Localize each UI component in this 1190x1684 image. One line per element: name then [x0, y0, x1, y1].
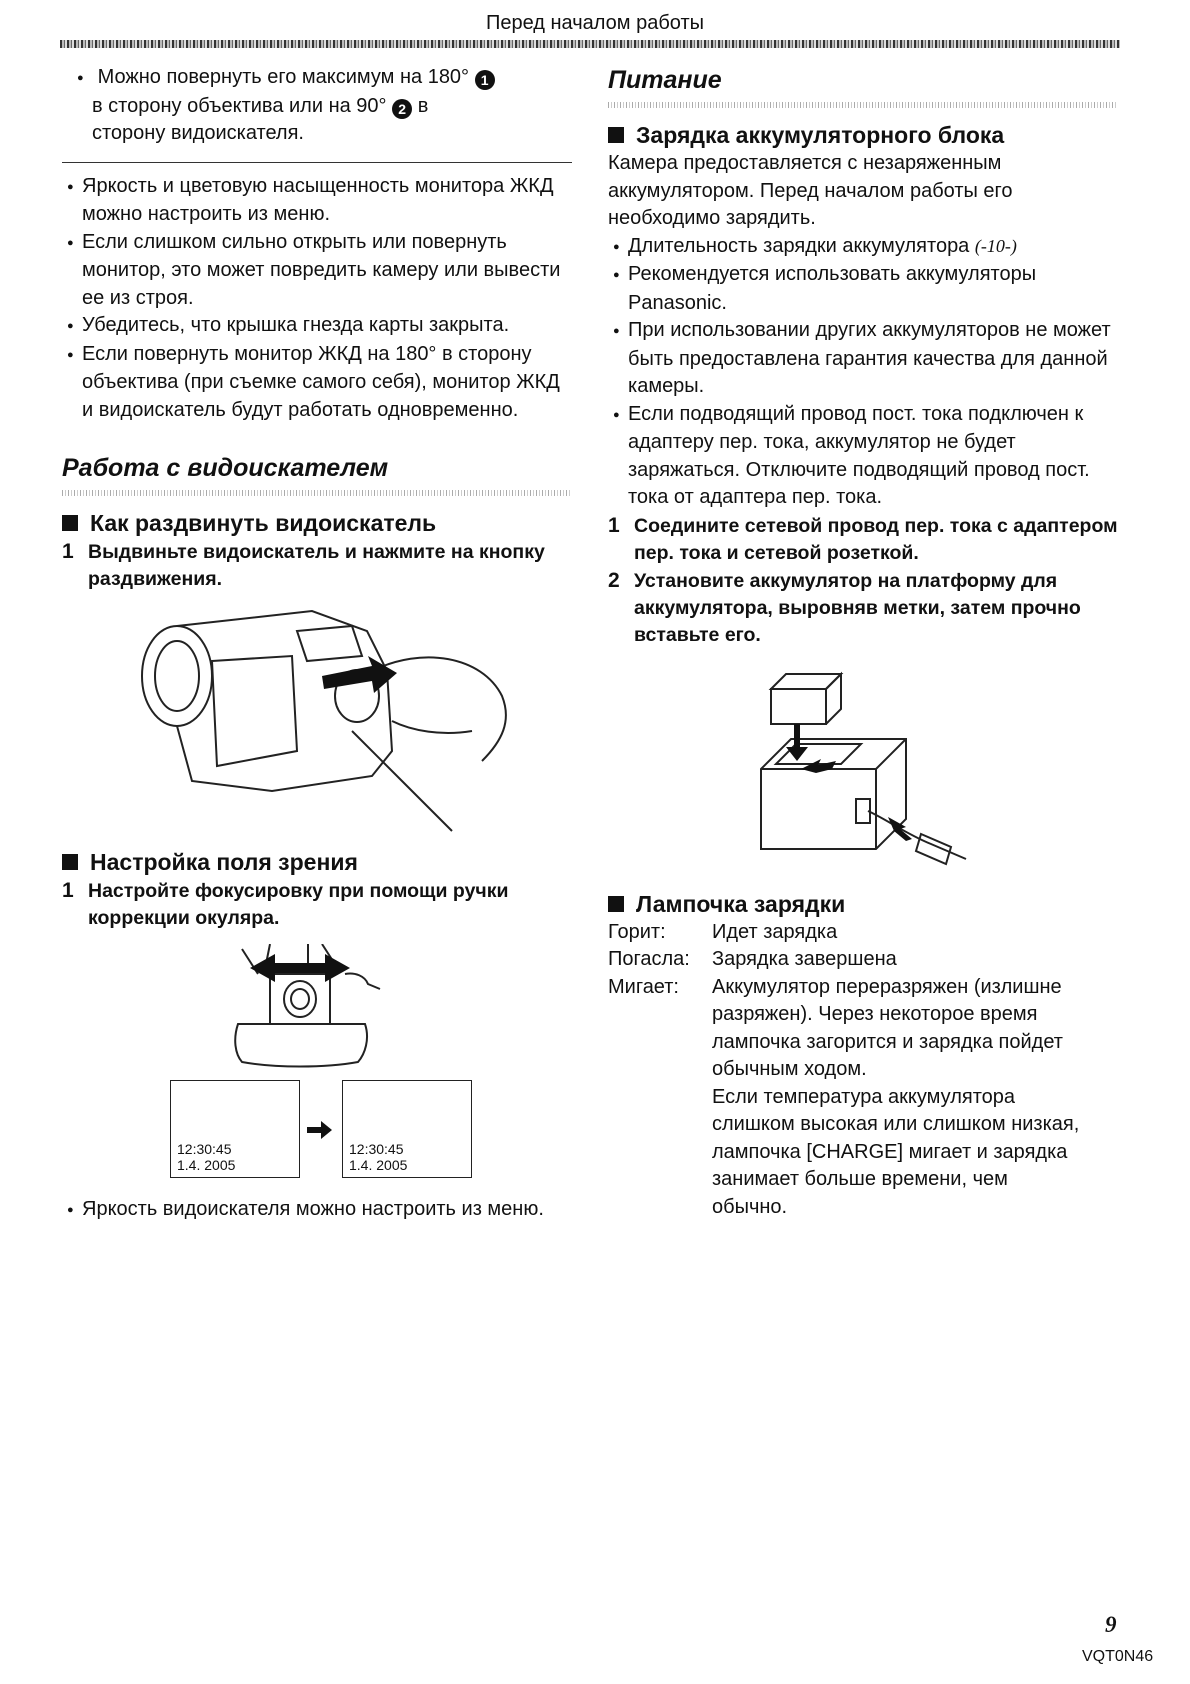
step-text: Соедините сетевой провод пер. тока с адаптером пер. тока и сетевой розеткой. [634, 514, 1118, 564]
lamp-row [608, 919, 1118, 947]
subsection-title: Настройка поля зрения [90, 849, 358, 875]
display-blurred [170, 1080, 300, 1178]
lamp-meaning: Идет зарядка [712, 920, 838, 943]
right-arrow-icon [307, 1120, 333, 1140]
step-number: 1 [62, 540, 74, 563]
subsection-title: Лампочка зарядки [636, 890, 846, 917]
section-title-power: Питание [608, 66, 722, 94]
page-number: 9 [1105, 1612, 1117, 1637]
direction-arrow-icon [322, 656, 397, 693]
correction-knob-drawing [230, 944, 400, 1074]
slide-arrow-icon [801, 759, 836, 773]
charger-illustration [756, 669, 1118, 879]
step-item [62, 538, 572, 593]
square-bullet-icon [608, 127, 624, 143]
divider [62, 162, 572, 163]
intro-line-1: Можно повернуть его максимум на 180° [97, 66, 470, 88]
bullet-text: Длительность зарядки аккумулятора [628, 234, 970, 257]
bullet-item [608, 233, 1118, 262]
lamp-state: Мигает: [608, 975, 679, 998]
lamp-state: Горит: [608, 920, 666, 943]
bullet-item: ● Яркость видоискателя можно настроить из меню. [62, 1196, 572, 1225]
step-number: 1 [608, 513, 620, 537]
lamp-note-text: Если температура аккумулятора слишком высокая или слишком низкая, лампочка [CHARGE] мигает и зарядка занимает больше времени, чем обычно. [712, 1085, 1080, 1218]
bullet-item: ● Если повернуть монитор ЖКД на 180° в сторону объектива (при съемке самого себя), монитор ЖКД и видоискатель будут работать одновременно. [62, 341, 572, 425]
subsection-title: Как раздвинуть видоискатель [90, 510, 437, 536]
document-code: VQT0N46 [1082, 1648, 1154, 1665]
section-title-viewfinder: Работа с видоискателем [62, 454, 389, 482]
paragraph: Камера предоставляется с незаряженным аккумулятором. Перед началом работы его необходимо зарядить. [608, 152, 1013, 229]
bullet-item: ● Если слишком сильно открыть или повернуть монитор, это может повредить камеру или вывести ее из строя. [62, 229, 572, 313]
circle-number-2-icon: 2 [392, 99, 412, 119]
lamp-meaning: Аккумулятор переразряжен (излишне разряжен). Через некоторое время лампочка загорится и зарядка пойдет обычным ходом. [712, 975, 1063, 1080]
intro-bullet [62, 64, 572, 148]
plug-arrow-icon [888, 817, 912, 841]
step-text: Настройте фокусировку при помощи ручки коррекции окуляра. [88, 880, 509, 929]
bullet-item: ● Яркость и цветовую насыщенность монитора ЖКД можно настроить из меню. [62, 173, 572, 229]
intro-line-2b: в [417, 94, 429, 117]
bullet-item: ● Рекомендуется использовать аккумуляторы Panasonic. [608, 261, 1118, 317]
step-text: Выдвиньте видоискатель и нажмите на кнопку раздвижения. [88, 541, 545, 590]
section-dotted-rule [62, 490, 572, 496]
header-rule [60, 40, 1120, 48]
step-item [62, 877, 572, 932]
eyepiece-illustration [230, 944, 572, 1074]
step-number: 1 [62, 879, 74, 902]
lamp-row [608, 946, 1118, 974]
double-arrow-icon [250, 954, 350, 982]
battery-charger-drawing [756, 669, 976, 879]
square-bullet-icon [62, 854, 78, 870]
page-header: Перед началом работы [485, 12, 705, 34]
lamp-state: Погасла: [608, 948, 690, 970]
lamp-meaning: Зарядка завершена [712, 948, 897, 970]
display-focused [342, 1080, 472, 1178]
subsection-title: Зарядка аккумуляторного блока [636, 122, 1005, 148]
subsection-battery-charging [608, 120, 1118, 150]
display-time: 12:30:45 [349, 1141, 404, 1157]
down-arrow-icon [786, 724, 808, 761]
right-column [608, 64, 1118, 1221]
left-column [62, 64, 572, 1225]
intro-line-2: в сторону объектива или на 90° [92, 94, 387, 117]
page-reference: (-10-) [974, 235, 1017, 256]
lamp-note [608, 1084, 1118, 1222]
bullet-item: ● Если подводящий провод пост. тока подключен к адаптеру пер. тока, аккумулятор не будет заряжаться. Отключите подводящий провод пост. тока от адаптера пер. тока. [608, 401, 1118, 512]
display-date: 1.4. 2005 [177, 1157, 236, 1173]
lamp-row [608, 974, 1118, 1084]
step-number: 2 [608, 568, 620, 592]
bullet-item: ● При использовании других аккумуляторов не может быть предоставлена гарантия качества для данной камеры. [608, 317, 1118, 401]
subsection-charge-lamp [608, 889, 1118, 919]
section-dotted-rule [608, 102, 1118, 108]
camera-illustration [122, 601, 572, 841]
display-time: 12:30:45 [177, 1141, 232, 1157]
step-text: Установите аккумулятор на платформу для аккумулятора, выровняв метки, затем прочно вставьте его. [634, 569, 1081, 646]
viewfinder-display-diagram [62, 1080, 572, 1190]
display-date: 1.4. 2005 [349, 1157, 408, 1173]
bullet-item: ● Убедитесь, что крышка гнезда карты закрыта. [62, 312, 572, 341]
subsection-extend-viewfinder [62, 508, 572, 538]
camera-viewfinder-drawing [122, 601, 542, 841]
square-bullet-icon [62, 515, 78, 531]
intro-line-3: сторону видоискателя. [92, 122, 304, 144]
circle-number-1-icon: 1 [475, 70, 495, 90]
step-item [608, 567, 1118, 649]
square-bullet-icon [608, 896, 624, 912]
subsection-field-of-view [62, 847, 572, 877]
step-item [608, 512, 1118, 567]
